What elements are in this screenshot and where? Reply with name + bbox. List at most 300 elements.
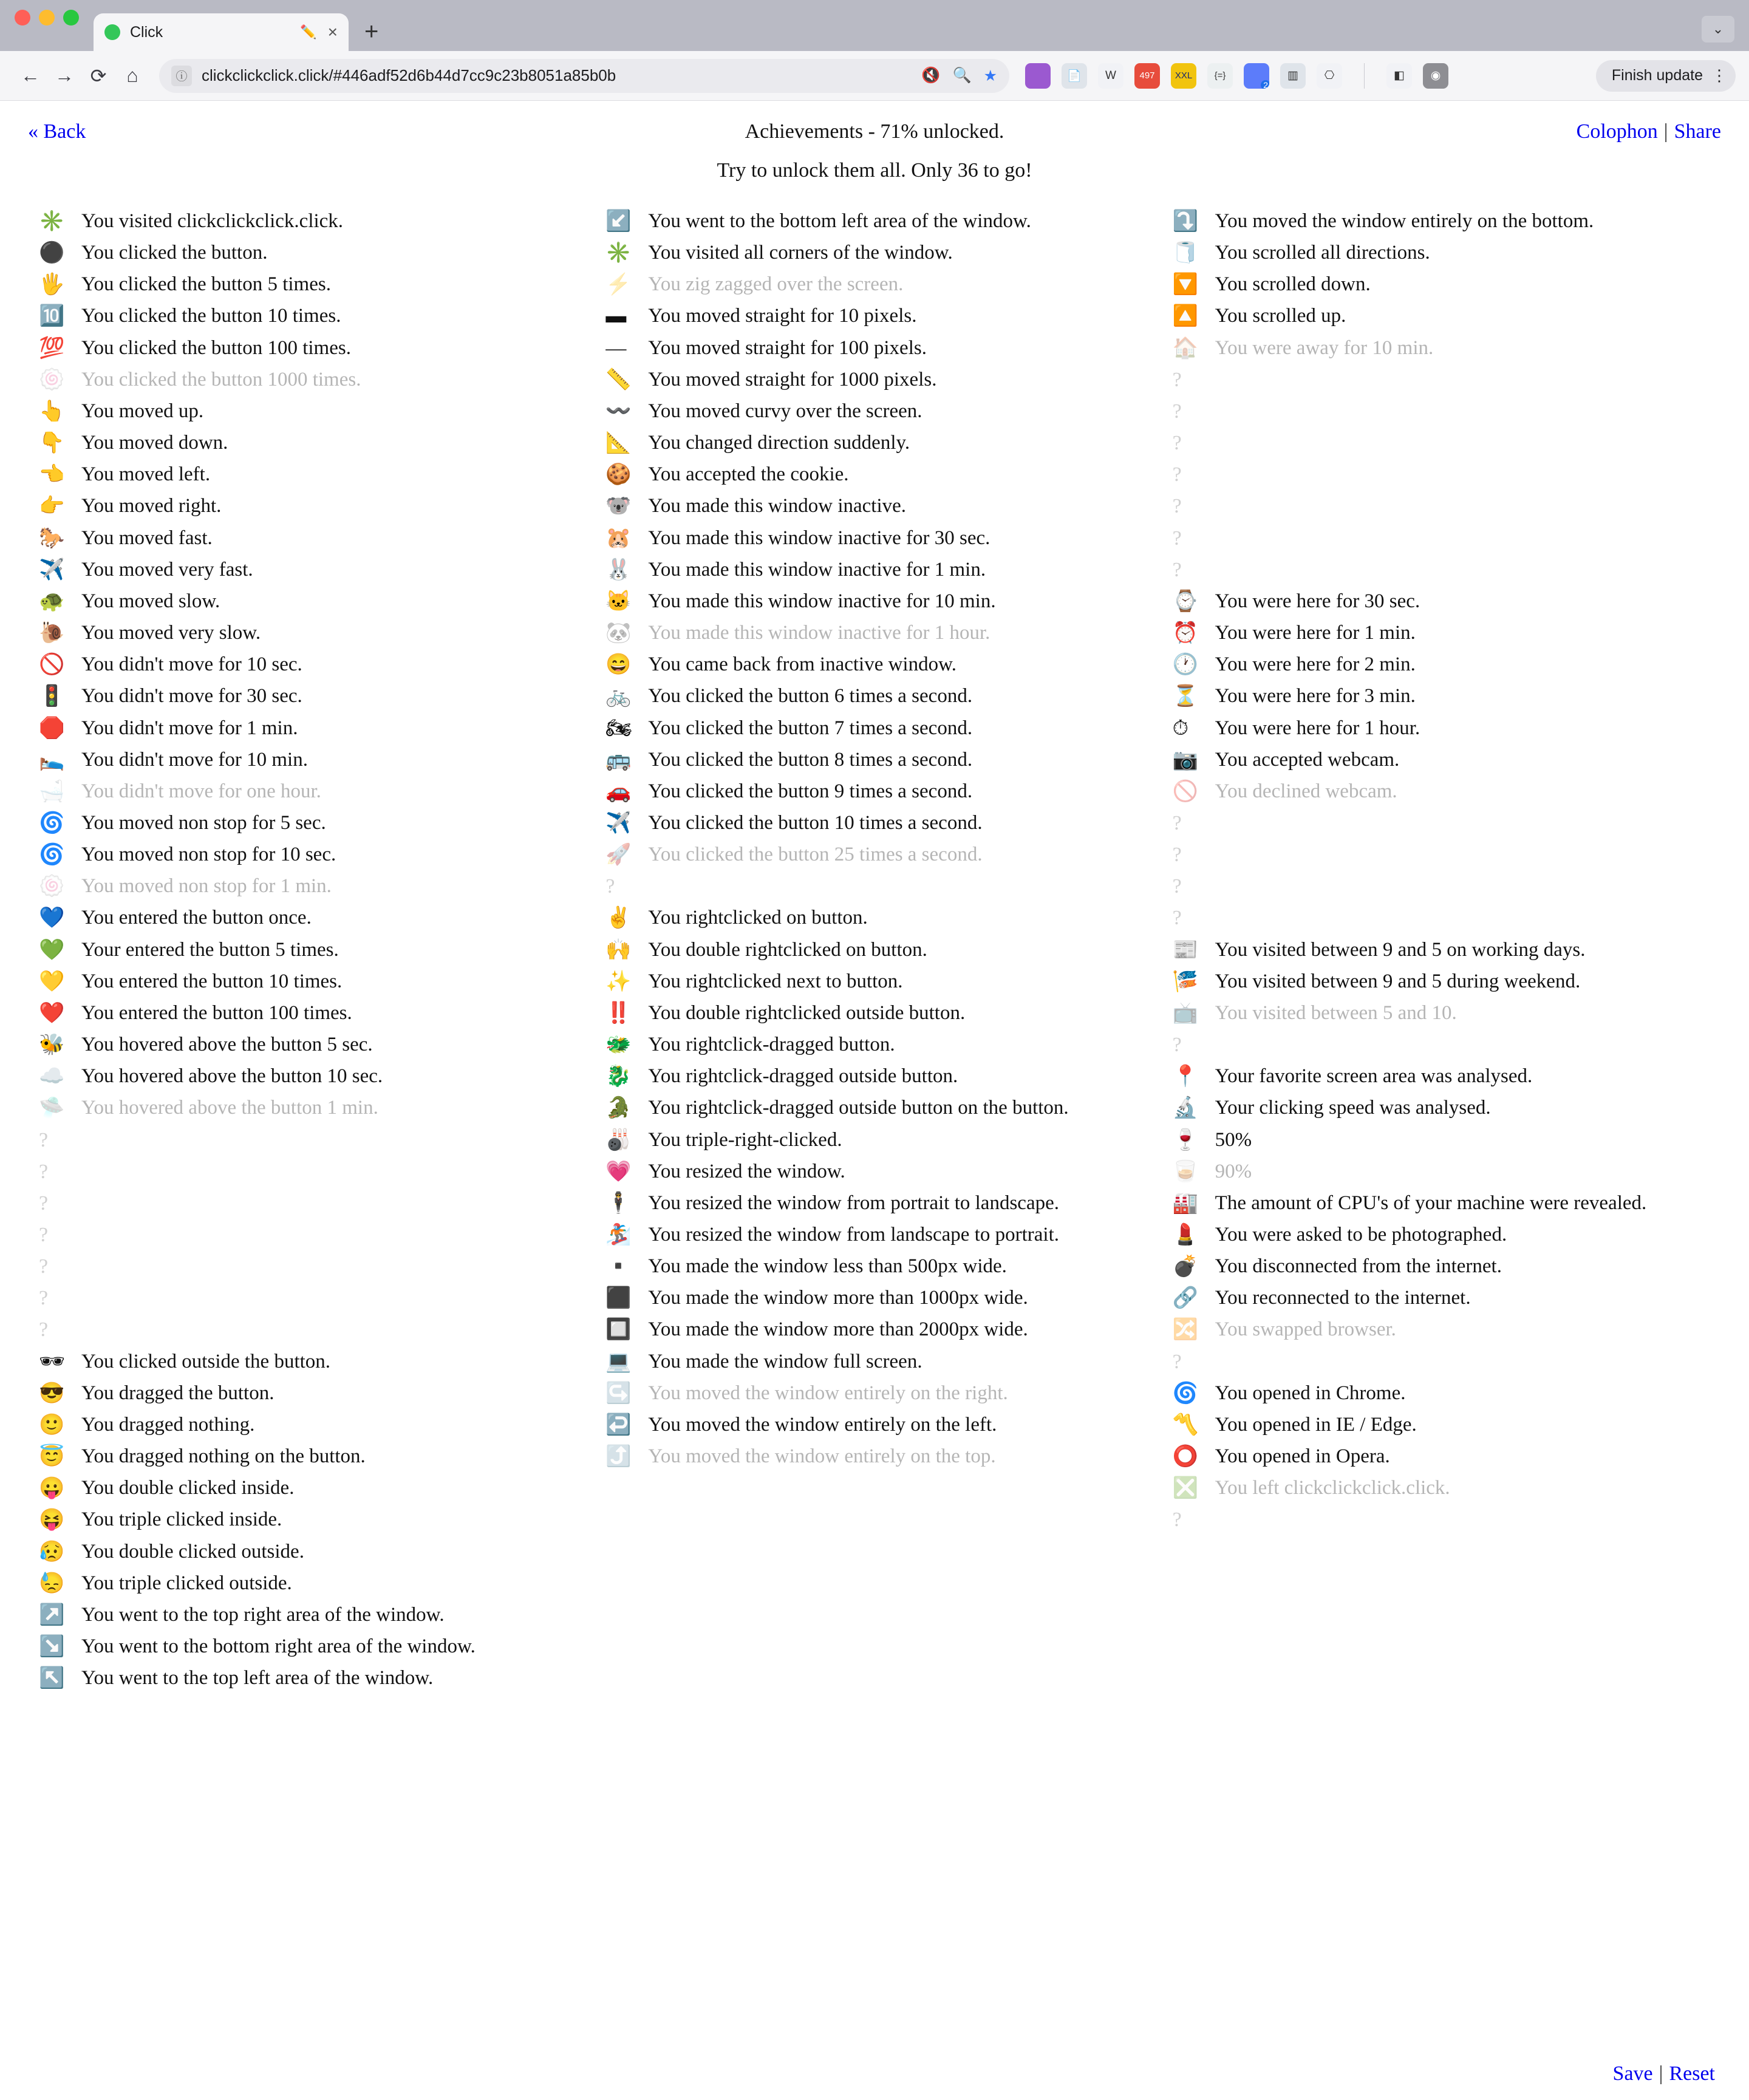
achievement-label: You were here for 3 min. [1215, 685, 1416, 707]
achievement-label: You clicked the button 25 times a second. [648, 844, 983, 866]
achievement-label: 90% [1215, 1160, 1252, 1182]
achievement-item [39, 811, 576, 836]
purple-ext-icon[interactable] [1025, 63, 1051, 89]
achievement-label: You moved left. [81, 463, 211, 486]
achievement-icon: ↪️ [605, 1382, 632, 1405]
achievement-label: You were asked to be photographed. [1215, 1224, 1507, 1246]
achievement-item [1173, 1286, 1710, 1311]
achievement-label: You moved the window entirely on the left. [648, 1413, 997, 1436]
achievement-item [605, 811, 1143, 836]
back-button[interactable]: ← [21, 64, 40, 86]
achievement-item [605, 1254, 1143, 1280]
achievement-item [1173, 938, 1710, 963]
achievement-icon: ? [1172, 811, 1182, 834]
achievement-label: You clicked the button 1000 times. [81, 368, 361, 390]
achievement-item [1173, 1159, 1710, 1185]
achievement-item [39, 367, 576, 393]
achievement-unknown [1173, 874, 1710, 899]
achievement-item [39, 1444, 576, 1470]
achievement-label: You clicked the button 8 times a second. [648, 748, 973, 771]
achievement-unknown [39, 1159, 576, 1185]
achievement-icon: ? [39, 1160, 49, 1183]
achievement-label: You came back from inactive window. [648, 653, 957, 676]
achievement-item [605, 1032, 1143, 1058]
address-bar-url[interactable]: clickclickclick.click/#446adf52d6b44d7cc9c23b8051a85b0b [202, 66, 616, 84]
achievement-icon: 📐 [605, 432, 632, 455]
achievement-icon: 🍷 [1172, 1128, 1198, 1151]
achievement-label: You dragged nothing. [81, 1413, 255, 1436]
browser-tab[interactable] [94, 13, 349, 51]
achievement-item [605, 272, 1143, 298]
achievement-unknown [1173, 367, 1710, 393]
achievement-icon: ▪️ [605, 1255, 632, 1278]
achievement-label: You were here for 1 min. [1215, 622, 1416, 644]
achievement-unknown [39, 1286, 576, 1311]
achievement-unknown [1173, 526, 1710, 551]
achievement-icon: 🚫 [39, 653, 65, 677]
achievement-label: You were away for 10 min. [1215, 336, 1434, 359]
achievement-icon: 🏂 [605, 1224, 632, 1246]
achievement-label: You changed direction suddenly. [648, 432, 910, 454]
achievement-label: You double clicked outside. [81, 1540, 304, 1563]
achievement-item [39, 842, 576, 868]
achievement-icon: 🛑 [39, 717, 65, 740]
achievement-item [39, 557, 576, 583]
achievement-icon: ⏰ [1172, 622, 1198, 645]
achievement-icon: ? [39, 1224, 49, 1246]
profile-ext-icon[interactable] [1244, 63, 1269, 89]
achievement-label: You rightclicked on button. [648, 907, 868, 929]
achievement-label: Your entered the button 5 times. [81, 938, 339, 961]
achievement-icon: 😛 [39, 1477, 65, 1500]
achievement-icon: ✳️ [605, 242, 632, 265]
achievement-label: You double rightclicked on button. [648, 938, 927, 961]
achievement-icon: ↗️ [39, 1603, 65, 1626]
achievement-icon: 🔗 [1172, 1287, 1198, 1310]
achievement-item [39, 621, 576, 646]
achievement-item [605, 336, 1143, 361]
site-info-icon[interactable]: ⓘ [171, 66, 192, 86]
achievement-item [605, 240, 1143, 266]
achievement-item [39, 494, 576, 519]
colophon-link[interactable]: Colophon [1576, 120, 1658, 143]
achievement-icon: 📰 [1172, 938, 1198, 961]
achievement-label: You were here for 2 min. [1215, 653, 1416, 676]
extensions-tray [1025, 63, 1448, 89]
achievement-icon: 🛁 [39, 780, 65, 803]
doc-ext-icon[interactable]: 📄 [1062, 63, 1087, 89]
achievement-unknown [1173, 811, 1710, 836]
achievement-item [1173, 1222, 1710, 1248]
search-icon[interactable]: 🔍 [952, 67, 972, 84]
achievement-item [605, 938, 1143, 963]
achievement-label: You moved straight for 10 pixels. [648, 305, 917, 327]
achievement-item [605, 1222, 1143, 1248]
achievement-label: You moved non stop for 1 min. [81, 875, 332, 898]
achievement-icon: ▬ [605, 305, 627, 328]
achievement-item [1173, 1476, 1710, 1501]
achievement-icon: ↘️ [39, 1635, 65, 1659]
achievement-label: You were here for 30 sec. [1215, 590, 1420, 612]
address-bar[interactable] [159, 59, 1009, 93]
achievement-item [1173, 969, 1710, 995]
save-link[interactable]: Save [1612, 2062, 1653, 2085]
puzzle-ext-icon[interactable]: ⎔ [1317, 63, 1342, 89]
achievement-icon: 🥃 [1172, 1160, 1198, 1183]
achievement-icon: ✌️ [605, 907, 632, 930]
achievement-item [39, 462, 576, 488]
achievement-icon: 〽️ [1172, 1413, 1198, 1436]
achievement-icon: ? [1172, 1350, 1182, 1373]
achievement-item [605, 842, 1143, 868]
new-tab-button[interactable]: + [364, 18, 379, 45]
achievement-label: You entered the button 100 times. [81, 1001, 352, 1024]
achievement-label: You were here for 1 hour. [1215, 717, 1420, 739]
achievement-item [39, 684, 576, 709]
close-window-button[interactable] [15, 10, 30, 26]
achievement-item [39, 1032, 576, 1058]
browser-menu-icon[interactable]: ⋮ [1711, 66, 1727, 84]
achievement-item [1173, 240, 1710, 266]
minimize-window-button[interactable] [39, 10, 55, 26]
achievement-item [39, 748, 576, 773]
achievement-item [605, 431, 1143, 456]
achievement-item [39, 1666, 576, 1691]
page-footer [1613, 2062, 1715, 2085]
achievement-label: You didn't move for 1 min. [81, 717, 298, 739]
achievement-item [605, 399, 1143, 424]
counter-ext-icon[interactable]: 497 [1134, 63, 1160, 89]
achievement-unknown [1173, 431, 1710, 456]
achievement-label: You didn't move for 30 sec. [81, 685, 302, 707]
achievement-icon: 😥 [39, 1540, 65, 1563]
achievement-label: You visited all corners of the window. [648, 242, 953, 264]
achievement-item [39, 779, 576, 805]
w-ext-icon[interactable]: W [1098, 63, 1123, 89]
achievement-item [39, 336, 576, 361]
achievement-label: You moved right. [81, 495, 222, 517]
achievement-label: You clicked the button. [81, 242, 268, 264]
achievement-icon: 🐉 [605, 1065, 632, 1088]
achievement-item [1173, 1064, 1710, 1089]
achievement-icon: 🐹 [605, 527, 632, 550]
achievement-item [39, 1507, 576, 1533]
achievement-label: You visited clickclickclick.click. [81, 210, 344, 232]
achievement-item [39, 272, 576, 298]
achievement-label: You moved curvy over the screen. [648, 400, 922, 422]
achievement-icon: 🐨 [605, 495, 632, 518]
achievement-item [605, 1159, 1143, 1185]
achievement-label: You moved fast. [81, 527, 213, 549]
achievement-item [39, 1064, 576, 1089]
page-subtitle: Try to unlock them all. Only 36 to go! [717, 159, 1032, 182]
achievement-icon: 📺 [1172, 1001, 1198, 1024]
achievement-icon: 🕐 [1172, 653, 1198, 677]
achievement-label: You rightclick-dragged button. [648, 1034, 895, 1056]
achievement-label: You zig zagged over the screen. [648, 273, 904, 296]
achievement-item [605, 716, 1143, 741]
achievement-item [39, 431, 576, 456]
achievement-icon: ↩️ [605, 1413, 632, 1436]
achievement-item [1173, 336, 1710, 361]
achievement-label: You scrolled up. [1215, 305, 1346, 327]
achievement-label: You moved very slow. [81, 622, 261, 644]
achievement-icon: 🚌 [605, 748, 632, 771]
close-tab-icon[interactable]: × [327, 22, 338, 41]
window-controls[interactable] [15, 0, 79, 51]
achievement-label: You moved the window entirely on the right. [648, 1382, 1008, 1404]
achievement-item [605, 589, 1143, 615]
achievement-icon: ⚫ [39, 242, 65, 265]
achievement-icon: 🐱 [605, 590, 632, 613]
achievement-label: You resized the window from portrait to landscape. [648, 1191, 1059, 1214]
achievement-label: You didn't move for 10 sec. [81, 653, 302, 676]
achievement-item [1173, 1254, 1710, 1280]
achievement-item [605, 526, 1143, 551]
achievement-icon: ? [1172, 1034, 1182, 1057]
achievement-item [605, 779, 1143, 805]
achievement-icon: 🔀 [1172, 1318, 1198, 1341]
achievement-icon: 🏠 [1172, 336, 1198, 360]
achievement-label: Your clicking speed was analysed. [1215, 1097, 1491, 1119]
achievement-icon: 😄 [605, 653, 632, 677]
profile-badge-count: 2 [1261, 80, 1269, 89]
achievement-label: You clicked outside the button. [81, 1350, 331, 1372]
achievement-icon: 👈 [39, 463, 65, 486]
achievement-icon: ? [1172, 907, 1182, 930]
achievement-label: You resized the window. [648, 1160, 845, 1182]
forward-button[interactable]: → [55, 64, 74, 86]
achievement-unknown [1173, 494, 1710, 519]
achievement-label: You moved non stop for 5 sec. [81, 811, 326, 834]
achievement-item [1173, 1128, 1710, 1153]
achievement-item [1173, 1381, 1710, 1406]
achievements-column-3 [1158, 209, 1725, 1697]
tab-favicon [104, 24, 120, 40]
achievement-unknown [1173, 1032, 1710, 1058]
achievement-label: You clicked the button 10 times a second. [648, 811, 983, 834]
browser-titlebar [0, 0, 1749, 51]
achievement-icon: ? [1172, 368, 1182, 391]
achievement-label: You double rightclicked outside button. [648, 1001, 966, 1024]
achievement-item [605, 304, 1143, 329]
achievement-item [605, 1096, 1143, 1121]
achievement-icon: 🔬 [1172, 1097, 1198, 1120]
grid-ext-icon[interactable]: ▥ [1280, 63, 1306, 89]
achievement-item [1173, 1413, 1710, 1438]
achievement-icon: ✨ [605, 970, 632, 993]
achievement-label: You accepted webcam. [1215, 748, 1400, 771]
back-link[interactable]: « Back [28, 120, 86, 143]
achievement-icon: 🐰 [605, 558, 632, 581]
achievement-icon: ❎ [1172, 1477, 1198, 1500]
achievement-label: You double clicked inside. [81, 1477, 295, 1499]
achievement-item [605, 367, 1143, 393]
achievement-item [605, 1064, 1143, 1089]
achievement-label: You went to the top right area of the window. [81, 1603, 445, 1626]
page-header [0, 101, 1749, 143]
achievement-icon: 🐢 [39, 590, 65, 613]
achievement-item [39, 1539, 576, 1565]
achievement-item [605, 1191, 1143, 1216]
achievement-item [1173, 272, 1710, 298]
achievement-label: You moved up. [81, 400, 204, 422]
achievement-label: You resized the window from landscape to portrait. [648, 1224, 1059, 1246]
bookmark-star-icon[interactable]: ★ [983, 67, 997, 84]
achievement-icon: ? [1172, 527, 1182, 550]
share-link[interactable]: Share [1674, 120, 1721, 143]
achievement-item [605, 1349, 1143, 1375]
achievement-item [1173, 716, 1710, 741]
reset-link[interactable]: Reset [1669, 2062, 1715, 2085]
achievement-icon: 📏 [605, 368, 632, 391]
achievement-label: You hovered above the button 5 sec. [81, 1034, 373, 1056]
achievement-label: You made the window full screen. [648, 1350, 922, 1372]
pencil-icon: ✏️ [300, 24, 317, 39]
achievement-icon: 🍥 [39, 368, 65, 391]
achievement-label: You visited between 5 and 10. [1215, 1001, 1457, 1024]
achievement-label: You made the window more than 2000px wide. [648, 1318, 1028, 1341]
achievement-unknown [1173, 399, 1710, 424]
achievement-unknown [1173, 905, 1710, 931]
achievement-label: You entered the button 10 times. [81, 970, 343, 992]
achievement-item [39, 1634, 576, 1660]
achievement-icon: 💗 [605, 1160, 632, 1183]
achievement-item [605, 652, 1143, 678]
achievement-label: You entered the button once. [81, 907, 312, 929]
achievement-icon: 😎 [39, 1382, 65, 1405]
achievement-icon: 💯 [39, 336, 65, 360]
achievement-label: You made the window less than 500px wide. [648, 1255, 1007, 1278]
achievement-item [605, 1413, 1143, 1438]
achievement-unknown [605, 874, 1143, 899]
achievement-label: You made this window inactive for 1 min. [648, 558, 986, 581]
achievement-icon: ⌚ [1172, 590, 1198, 613]
achievement-label: The amount of CPU's of your machine were revealed. [1215, 1191, 1647, 1214]
achievement-unknown [39, 1128, 576, 1153]
achievement-icon: 🍥 [39, 875, 65, 898]
achievements-column-2 [591, 209, 1157, 1697]
achievement-item [605, 1444, 1143, 1470]
achievement-label: You went to the bottom left area of the window. [648, 210, 1031, 232]
achievement-icon: ? [1172, 1509, 1182, 1532]
achievement-item [39, 938, 576, 963]
xxl-ext-icon[interactable]: XXL [1171, 63, 1196, 89]
achievement-label: You triple clicked inside. [81, 1509, 282, 1531]
header-links [1577, 120, 1721, 143]
achievement-item [1173, 304, 1710, 329]
achievement-label: You rightclick-dragged outside button on the button. [648, 1097, 1069, 1119]
achievement-icon: ? [1172, 432, 1182, 455]
achievement-label: You dragged nothing on the button. [81, 1445, 366, 1468]
achievement-label: You moved very fast. [81, 558, 253, 581]
achievement-icon: 👉 [39, 495, 65, 518]
achievement-icon: ? [1172, 875, 1182, 898]
achievement-label: You triple clicked outside. [81, 1572, 292, 1594]
achievement-item [605, 462, 1143, 488]
achievement-icon: ⭕ [1172, 1445, 1198, 1468]
achievement-icon: 💣 [1172, 1255, 1198, 1278]
achievement-icon: 👇 [39, 432, 65, 455]
achievement-icon: 🏍 [605, 717, 632, 740]
achievement-item [39, 304, 576, 329]
achievement-icon: 🔟 [39, 305, 65, 328]
achievement-unknown [39, 1317, 576, 1343]
page-content [0, 101, 1749, 2099]
achievement-item [39, 1096, 576, 1121]
achievement-icon: ⤵️ [1172, 210, 1198, 233]
achievement-icon: 🌀 [1172, 1382, 1198, 1405]
finish-update-label: Finish update [1611, 67, 1703, 84]
achievement-label: You declined webcam. [1215, 780, 1397, 802]
home-button[interactable]: ⌂ [126, 64, 138, 86]
achievement-label: You reconnected to the internet. [1215, 1287, 1471, 1309]
achievement-label: You went to the top left area of the window. [81, 1667, 434, 1689]
achievement-icon: 🔲 [605, 1318, 632, 1341]
finish-update-button[interactable] [1596, 60, 1736, 92]
achievement-icon: 💄 [1172, 1224, 1198, 1246]
achievement-icon: 🚦 [39, 685, 65, 708]
mute-tab-icon[interactable]: 🔇 [921, 67, 941, 84]
achievement-icon: 🌀 [39, 844, 65, 867]
achievement-label: You dragged the button. [81, 1382, 274, 1404]
achievement-icon: ⏳ [1172, 685, 1198, 708]
achievement-item [39, 1603, 576, 1628]
sidebar-ext-icon[interactable]: ◧ [1386, 63, 1412, 89]
maximize-window-button[interactable] [63, 10, 79, 26]
achievement-label: You made this window inactive for 30 sec. [648, 527, 990, 549]
achievement-item [605, 1317, 1143, 1343]
reload-button[interactable]: ⟳ [90, 64, 107, 87]
achievement-item [39, 399, 576, 424]
achievement-label: You clicked the button 100 times. [81, 336, 351, 359]
achievement-item [39, 652, 576, 678]
achievement-item [605, 1286, 1143, 1311]
achievement-item [605, 494, 1143, 519]
achievement-icon: 🐌 [39, 622, 65, 645]
achievement-icon: 🛌 [39, 748, 65, 771]
achievement-item [1173, 621, 1710, 646]
achievement-icon: 🐊 [605, 1097, 632, 1120]
achievement-label: You rightclick-dragged outside button. [648, 1065, 958, 1088]
achievement-icon: ⤴️ [605, 1445, 632, 1468]
brackets-ext-icon[interactable]: {=} [1207, 63, 1233, 89]
achievement-label: You opened in IE / Edge. [1215, 1413, 1417, 1436]
achievement-item [1173, 1444, 1710, 1470]
page-title: Achievements - 71% unlocked. [745, 120, 1004, 143]
achievement-icon: 😓 [39, 1572, 65, 1595]
achievement-icon: ☁️ [39, 1065, 65, 1088]
achievement-icon: 🖐 [39, 273, 65, 296]
achievement-item [39, 209, 576, 234]
achievement-label: You swapped browser. [1215, 1318, 1396, 1341]
achievement-item [39, 969, 576, 995]
chevron-down-icon[interactable]: ⌄ [1702, 16, 1734, 43]
achievement-icon: 🚗 [605, 780, 632, 803]
account-ext-icon[interactable]: ◉ [1423, 63, 1448, 89]
achievement-label: You didn't move for 10 min. [81, 748, 308, 771]
achievement-item [39, 1571, 576, 1597]
achievement-item [39, 1349, 576, 1375]
achievement-label: Your favorite screen area was analysed. [1215, 1065, 1533, 1088]
achievement-label: You clicked the button 5 times. [81, 273, 331, 296]
achievement-icon: 🍪 [605, 463, 632, 486]
achievement-icon: ✈️ [605, 811, 632, 834]
footer-separator: | [1659, 2062, 1663, 2085]
achievement-icon: ⬛ [605, 1287, 632, 1310]
achievement-icon: ↖️ [39, 1667, 65, 1690]
achievement-item [39, 1413, 576, 1438]
